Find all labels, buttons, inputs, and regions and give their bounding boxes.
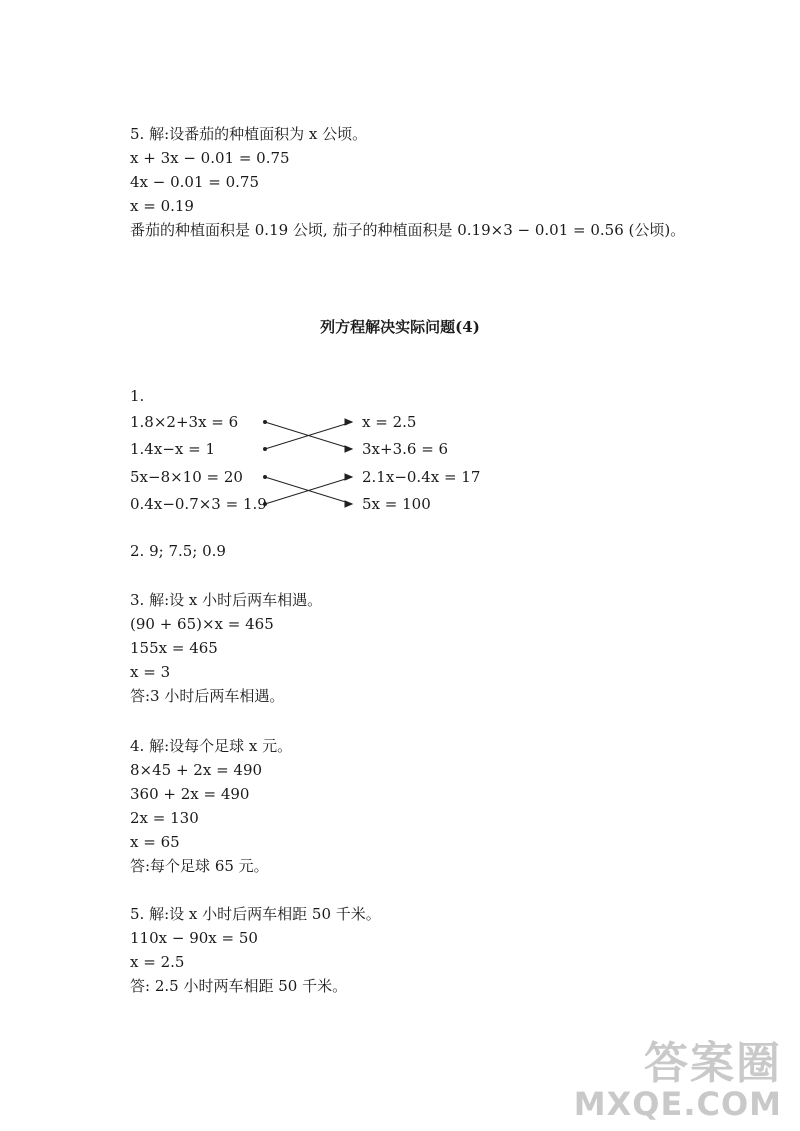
q1-arrow-1 (345, 419, 352, 425)
q4-answer: 答:每个足球 65 元。 (130, 857, 269, 875)
watermark-line1: 答案圈 (644, 1038, 782, 1089)
q2-answer: 2. 9; 7.5; 0.9 (130, 542, 226, 560)
q1-arrow-4 (345, 501, 352, 507)
q1-number: 1. (130, 387, 145, 405)
q1-right-eq-3: 2.1x−0.4x = 17 (362, 468, 481, 486)
q3-eq3: x = 3 (130, 663, 171, 681)
q4-eq1: 8×45 + 2x = 490 (130, 761, 263, 779)
q3-eq1: (90 + 65)×x = 465 (130, 615, 274, 633)
q5-eq1: 110x − 90x = 50 (130, 929, 258, 947)
q1-arrow-3 (345, 474, 352, 480)
q4-eq2: 360 + 2x = 490 (130, 785, 250, 803)
q5-eq2: x = 2.5 (130, 953, 185, 971)
q3-answer: 答:3 小时后两车相遇。 (130, 687, 285, 705)
q4-eq4: x = 65 (130, 833, 180, 851)
q1-right-eq-2: 3x+3.6 = 6 (362, 440, 449, 458)
prev-q5-answer: 番茄的种植面积是 0.19 公顷, 茄子的种植面积是 0.19×3 − 0.01 = 0.56 (公顷)。 (130, 221, 686, 239)
watermark-line2: MXQE.COM (573, 1085, 782, 1123)
q1-left-eq-3: 5x−8×10 = 20 (130, 468, 243, 486)
q1-matching (130, 408, 490, 518)
prev-q5-header: 5. 解:设番茄的种植面积为 x 公顷。 (130, 125, 368, 143)
q5-header: 5. 解:设 x 小时后两车相距 50 千米。 (130, 905, 381, 923)
q4-eq3: 2x = 130 (130, 809, 199, 827)
q1-arrow-2 (345, 446, 352, 452)
q1-right-eq-1: x = 2.5 (362, 413, 417, 431)
prev-q5-eq1: x + 3x − 0.01 = 0.75 (130, 149, 290, 167)
q1-left-eq-1: 1.8×2+3x = 6 (130, 413, 239, 431)
q1-right-eq-4: 5x = 100 (362, 495, 431, 513)
section-title: 列方程解决实际问题(4) (320, 318, 480, 336)
q3-header: 3. 解:设 x 小时后两车相遇。 (130, 591, 323, 609)
q3-eq2: 155x = 465 (130, 639, 218, 657)
q5-answer: 答: 2.5 小时两车相距 50 千米。 (130, 977, 348, 995)
q4-header: 4. 解:设每个足球 x 元。 (130, 737, 293, 755)
prev-q5-eq2: 4x − 0.01 = 0.75 (130, 173, 260, 191)
watermark-logo (573, 1038, 782, 1123)
prev-q5-eq3: x = 0.19 (130, 197, 194, 215)
q1-left-eq-4: 0.4x−0.7×3 = 1.9 (130, 495, 267, 513)
q1-left-eq-2: 1.4x−x = 1 (130, 440, 215, 458)
